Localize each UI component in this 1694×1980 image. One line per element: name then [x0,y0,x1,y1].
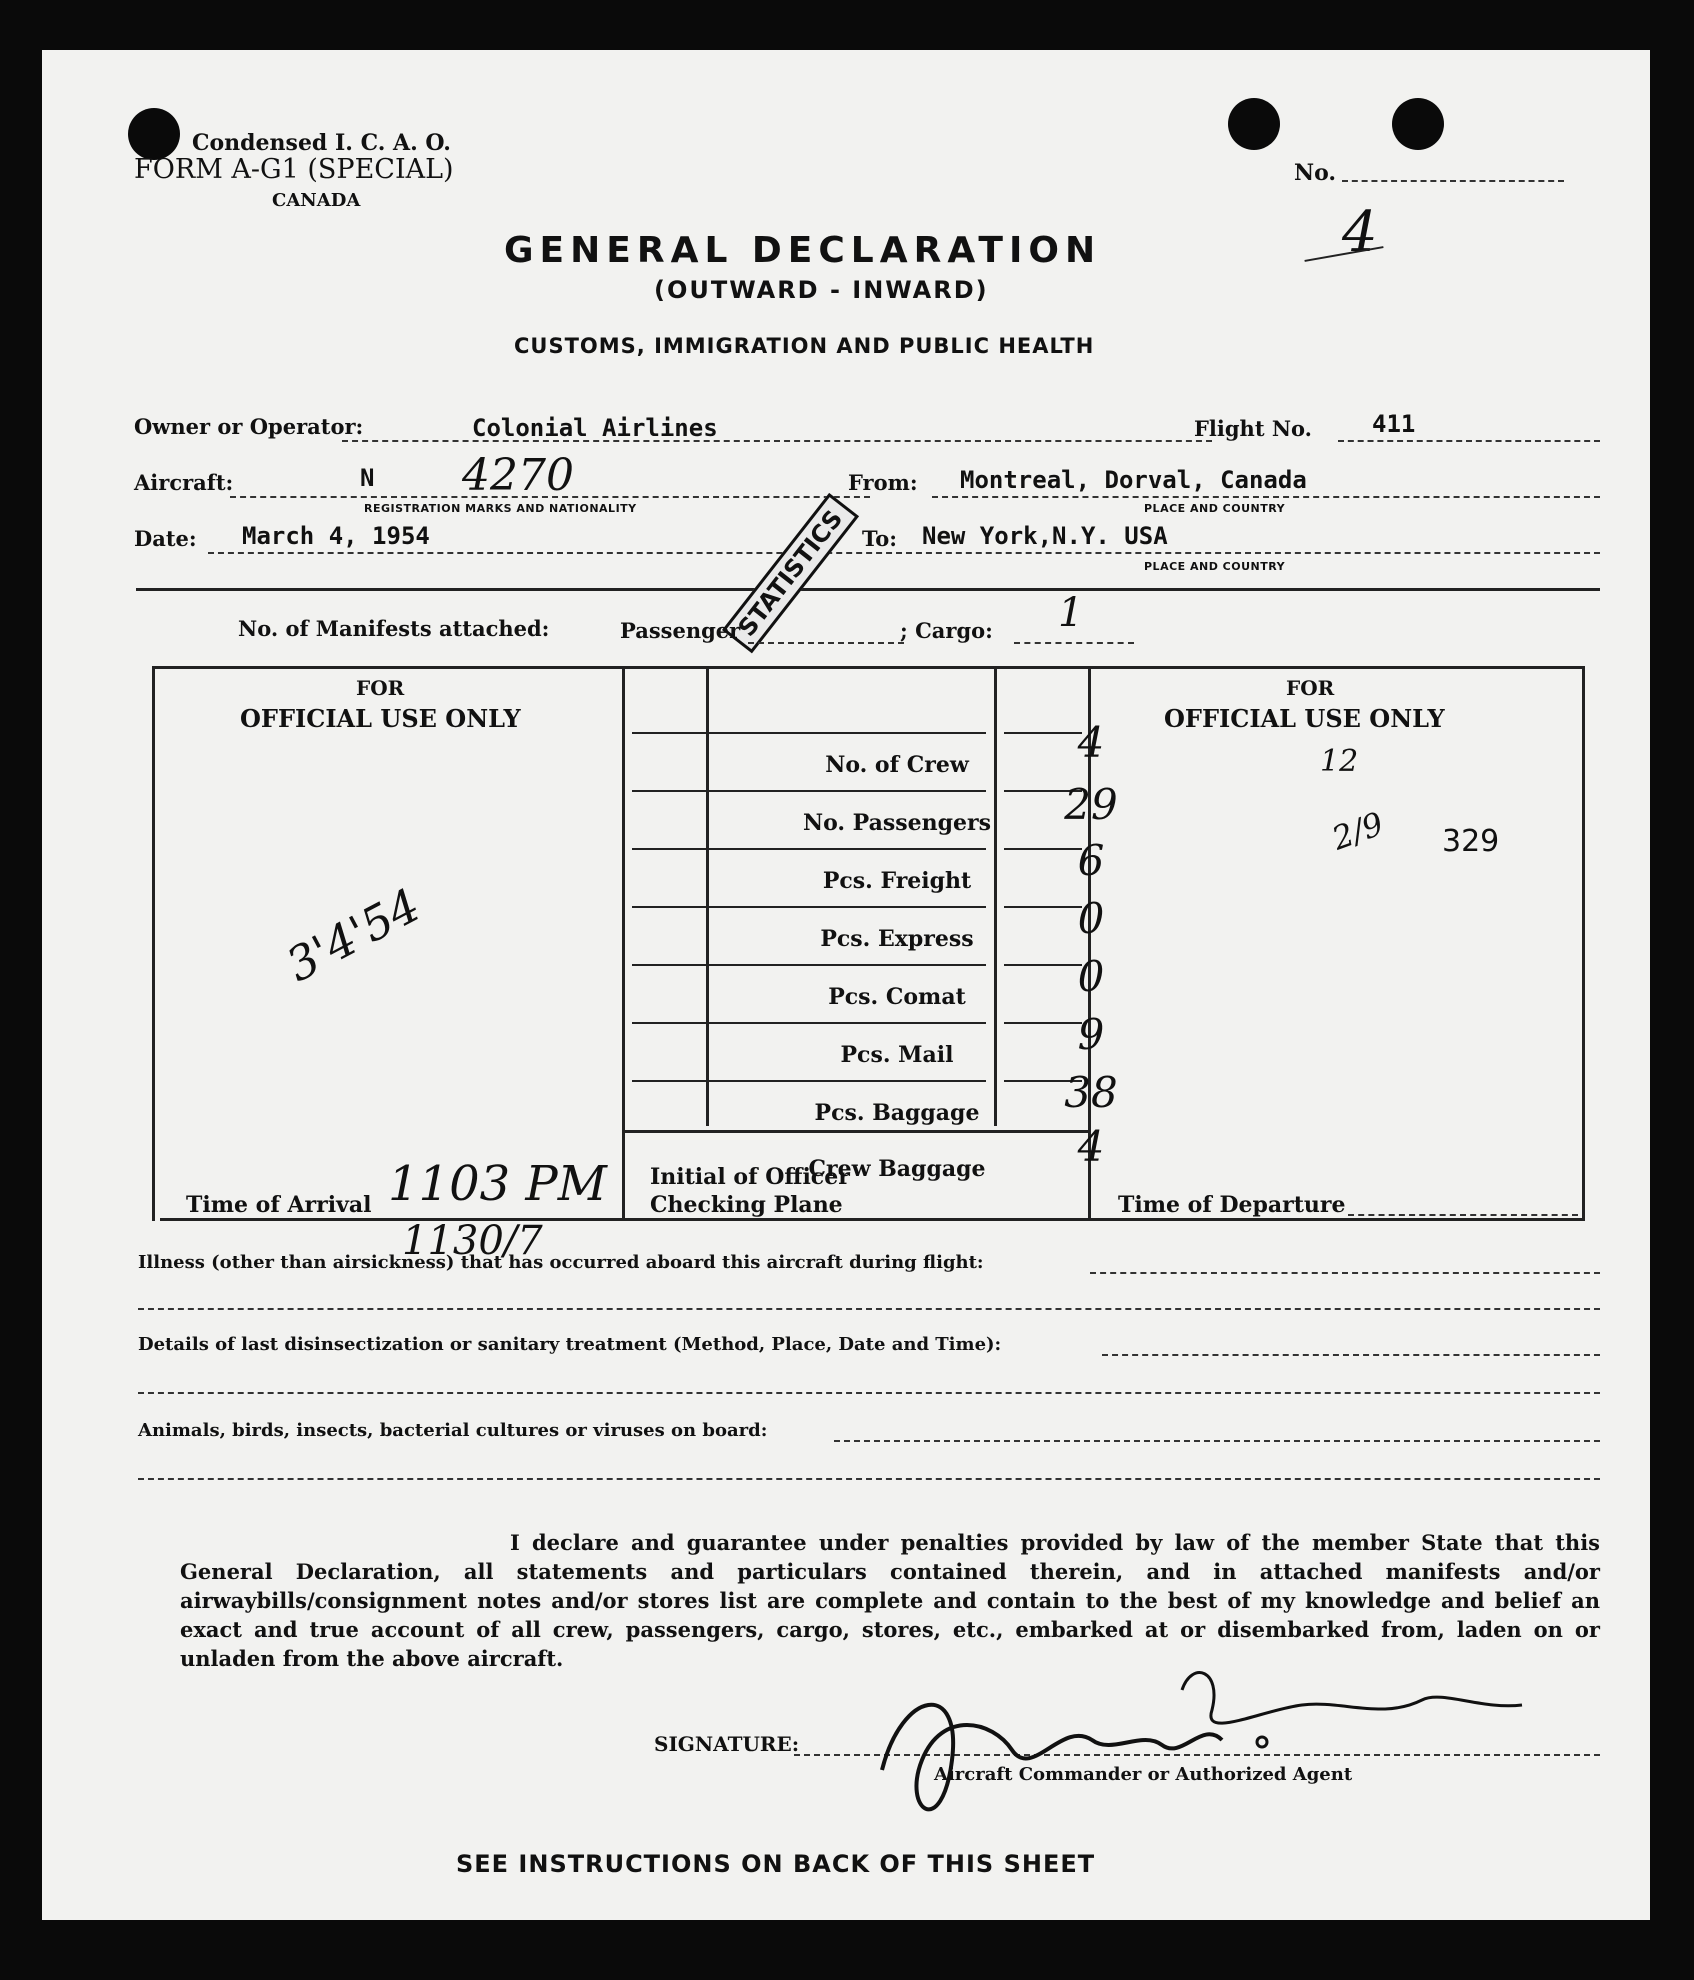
right-number: 329 [1442,824,1500,859]
row-tick [632,964,700,966]
form-country: CANADA [272,190,361,211]
animals-line-1 [834,1440,1600,1442]
form-no-line [1342,180,1564,182]
arrival-label: Time of Arrival [186,1192,372,1218]
aircraft-label: Aircraft: [134,470,234,495]
row-tick [632,732,700,734]
departure-label: Time of Departure [1118,1192,1346,1218]
agencies-line: CUSTOMS, IMMIGRATION AND PUBLIC HEALTH [514,334,1095,358]
aircraft-nationality: N [360,464,375,492]
aircraft-registration: 4270 [462,450,574,501]
page-subtitle: (OUTWARD - INWARD) [654,276,989,304]
row-label-crew: No. of Crew [825,752,969,778]
table-officer-top [622,1130,1088,1133]
table-bottom [160,1218,1584,1221]
cargo-line [1014,642,1134,644]
row-divider [670,1080,986,1082]
punch-hole [128,108,180,160]
passenger-line [748,642,904,644]
row-value-passengers: 29 [1064,780,1118,829]
owner-label: Owner or Operator: [134,414,364,439]
date-line [208,552,1600,554]
row-tick [632,1080,700,1082]
statistics-stamp: STATISTICS [722,493,859,653]
illness-line-1 [1090,1272,1600,1274]
form-no-label: No. [1294,160,1337,186]
right-hand-2: 2/9 [1327,804,1389,858]
to-label: To: [862,526,897,551]
owner-value: Colonial Airlines [472,414,718,442]
row-label-mail: Pcs. Mail [840,1042,954,1068]
departure-line [1348,1214,1578,1216]
right-hand-1: 12 [1320,744,1359,779]
right-for: FOR [1286,676,1335,700]
row-divider [670,790,986,792]
aircraft-caption: REGISTRATION MARKS AND NATIONALITY [364,502,637,515]
row-label-passengers: No. Passengers [802,810,992,836]
officer-label-1: Initial of Officer [650,1164,850,1190]
cargo-label: ; Cargo: [900,618,993,643]
from-line [932,496,1600,498]
footer-instructions: SEE INSTRUCTIONS ON BACK OF THIS SHEET [456,1850,1096,1878]
punch-hole [1228,98,1280,150]
declaration-text: I declare and guarantee under penalties provided by law of the member State that this General Declaration, all statements and particulars contained therein, and in attached manifests and/or airwaybills/consignment notes and/or stores list are complete and contain to the best of my knowledge and belief an exact and true account of all crew, passengers, cargo, stores, etc., embarked at or disembarked from, laden on or unladen from the above aircraft. [180,1530,1600,1671]
flight-value: 411 [1372,410,1416,438]
date-value: March 4, 1954 [242,522,430,550]
table-left [152,666,155,1221]
from-value: Montreal, Dorval, Canada [960,466,1307,494]
officer-label-2: Checking Plane [650,1192,843,1218]
animals-line-2 [138,1478,1600,1480]
from-label: From: [848,470,918,495]
row-value-comat: 0 [1077,952,1105,1001]
row-tick [632,848,700,850]
disinsect-label: Details of last disinsectization or sanitary treatment (Method, Place, Date and Time): [138,1334,1002,1355]
row-label-baggage: Pcs. Baggage [814,1100,980,1126]
arrival-value: 1103 PM [388,1156,607,1212]
from-caption: PLACE AND COUNTRY [1144,502,1286,515]
row-label-freight: Pcs. Freight [822,868,972,894]
row-divider [670,1022,986,1024]
illness-label: Illness (other than airsickness) that has occurred aboard this aircraft during flight: [138,1252,984,1273]
illness-line-2 [138,1308,1600,1310]
table-top [152,666,1584,669]
flight-label: Flight No. [1194,416,1312,441]
manifests-label: No. of Manifests attached: [238,616,550,641]
row-divider [670,732,986,734]
table-col-a [622,666,625,1221]
form-id: FORM A-G1 (SPECIAL) [134,154,454,185]
signature-caption: Aircraft Commander or Authorized Agent [934,1764,1353,1785]
header-divider [136,588,1600,591]
animals-label: Animals, birds, insects, bacterial cultures or viruses on board: [138,1420,768,1441]
disinsect-line-1 [1102,1354,1600,1356]
disinsect-line-2 [138,1392,1600,1394]
table-right [1582,666,1585,1221]
left-official: OFFICIAL USE ONLY [240,704,521,733]
form-no-value: 4 [1342,200,1378,265]
row-value-baggage: 38 [1064,1068,1118,1117]
page-title: GENERAL DECLARATION [504,230,1102,271]
punch-hole [1392,98,1444,150]
row-value-crew: 4 [1077,718,1105,767]
row-value-freight: 6 [1077,836,1105,885]
row-label-express: Pcs. Express [820,926,974,952]
row-label-comat: Pcs. Comat [828,984,966,1010]
declaration-form [42,50,1650,1920]
passenger-label: Passenger [620,618,741,643]
left-handwriting: 3'4'54 [277,877,429,993]
row-value-crew-baggage: 4 [1077,1122,1105,1171]
row-value-express: 0 [1077,894,1105,943]
to-value: New York,N.Y. USA [922,522,1168,550]
row-divider [670,964,986,966]
signature-mark [842,1650,1562,1820]
to-caption: PLACE AND COUNTRY [1144,560,1286,573]
row-tick [632,1022,700,1024]
row-divider [670,848,986,850]
row-label-crew-baggage: Crew Baggage [808,1156,986,1182]
row-tick [632,790,700,792]
date-label: Date: [134,526,197,551]
left-for: FOR [356,676,405,700]
icao-line: Condensed I. C. A. O. [192,130,451,156]
cargo-value: 1 [1058,590,1084,636]
flight-line [1338,440,1600,442]
signature-label: SIGNATURE: [654,1732,800,1756]
row-value-mail: 9 [1077,1010,1105,1059]
table-col-b [706,666,709,1126]
right-official: OFFICIAL USE ONLY [1164,704,1445,733]
below-table-handwriting: 1130/7 [402,1218,543,1264]
row-divider [670,906,986,908]
row-tick [632,906,700,908]
